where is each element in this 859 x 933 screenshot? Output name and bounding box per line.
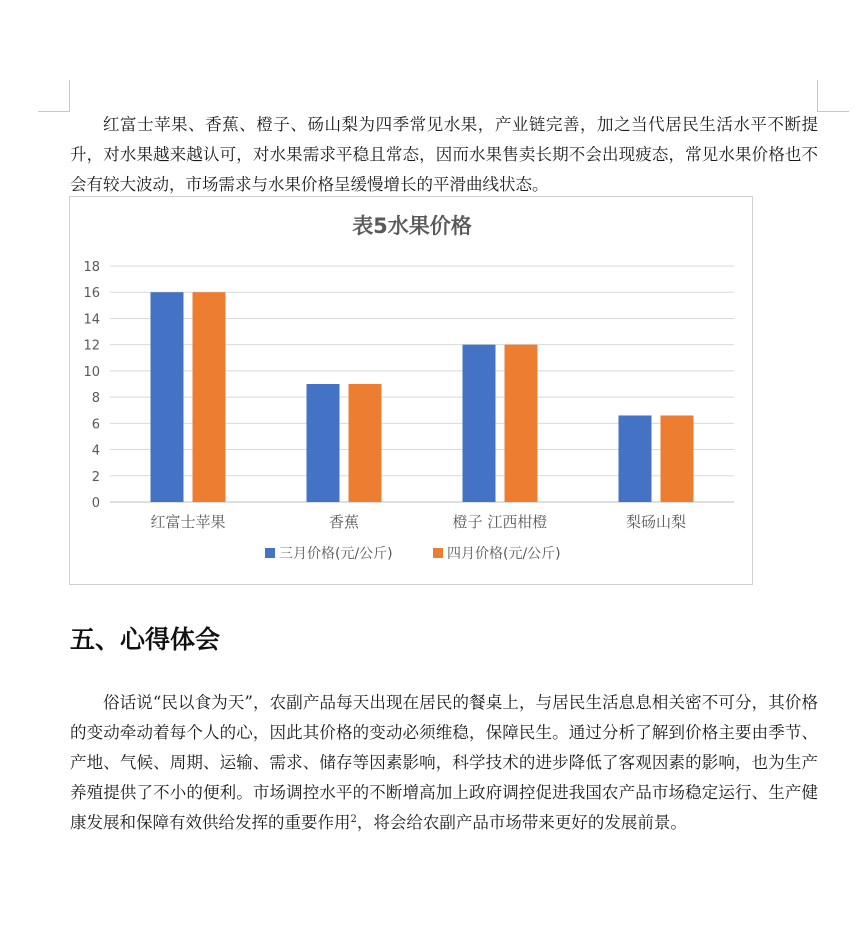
footnote-reference[interactable]: 2 — [350, 814, 357, 825]
legend-label-april: 四月价格(元/公斤) — [447, 546, 561, 562]
y-tick-label: 14 — [83, 312, 100, 328]
x-tick-label: 红富士苹果 — [150, 513, 226, 531]
x-axis-ticks — [150, 513, 686, 531]
body-paragraph-fruit-market: 红富士苹果、香蕉、橙子、砀山梨为四季常见水果，产业链完善，加之当代居民生活水平不断提升，对水果越来越认可，对水果需求平稳且常态，因而水果售卖长期不会出现疲态，常见水果价格也不会有较大波动，市场需求与水果价格呈缓慢增长的平滑曲线状态。 — [70, 115, 818, 194]
y-tick-label: 8 — [91, 391, 100, 407]
legend — [265, 545, 561, 562]
fruit-price-chart[interactable] — [69, 196, 753, 585]
section-heading: 五、心得体会 — [70, 625, 221, 654]
bar-march-1[interactable] — [307, 384, 340, 502]
x-tick-label: 香蕉 — [328, 513, 360, 531]
reflections-text: 俗话说“民以食为天”，农副产品每天出现在居民的餐桌上，与居民生活息息相关密不可分，其价格的变动牵动着每个人的心，因此其价格的变动必须维稳，保障民生。通过分析了解到价格主要由季节、产地、气候、周期、运输、需求、储存等因素影响，科学技术的进步降低了客观因素的影响，也为生产养殖提供了不小的便利。市场调控水平的不断增高加上政府调控促进我国农产品市场稳定运行、生产健康发展和保障有效供给发挥的重要作用 — [70, 693, 818, 832]
bar-april-0[interactable] — [193, 292, 226, 502]
legend-label-march: 三月价格(元/公斤) — [279, 546, 393, 562]
y-tick-label: 0 — [91, 496, 100, 511]
chart-title: 表5水果价格 — [352, 214, 472, 238]
y-axis-ticks — [83, 260, 100, 511]
crop-mark-top-left-horizontal — [38, 111, 70, 112]
bar-april-2[interactable] — [505, 345, 538, 502]
y-tick-label: 4 — [91, 443, 100, 459]
bar-march-0[interactable] — [151, 292, 184, 502]
crop-mark-top-left-vertical — [69, 80, 70, 112]
y-tick-label: 10 — [83, 364, 100, 380]
y-tick-label: 12 — [83, 338, 100, 354]
bar-april-1[interactable] — [349, 384, 382, 502]
body-paragraph-reflections — [70, 688, 818, 838]
x-tick-label: 梨砀山梨 — [625, 513, 687, 531]
crop-mark-top-right-vertical — [817, 80, 818, 112]
bar-april-3[interactable] — [661, 415, 694, 502]
y-tick-label: 16 — [83, 286, 100, 302]
chart-canvas — [70, 197, 754, 586]
legend-swatch-april — [433, 548, 443, 558]
reflections-text-end: ，将会给农副产品市场带来更好的发展前景。 — [356, 813, 687, 832]
legend-swatch-march — [265, 548, 275, 558]
bar-march-2[interactable] — [463, 345, 496, 502]
x-tick-label: 橙子 江西柑橙 — [452, 513, 548, 531]
crop-mark-top-right-horizontal — [817, 111, 849, 112]
y-tick-label: 2 — [91, 469, 100, 485]
y-tick-label: 18 — [83, 260, 100, 275]
y-tick-label: 6 — [91, 417, 100, 433]
bar-march-3[interactable] — [619, 415, 652, 502]
